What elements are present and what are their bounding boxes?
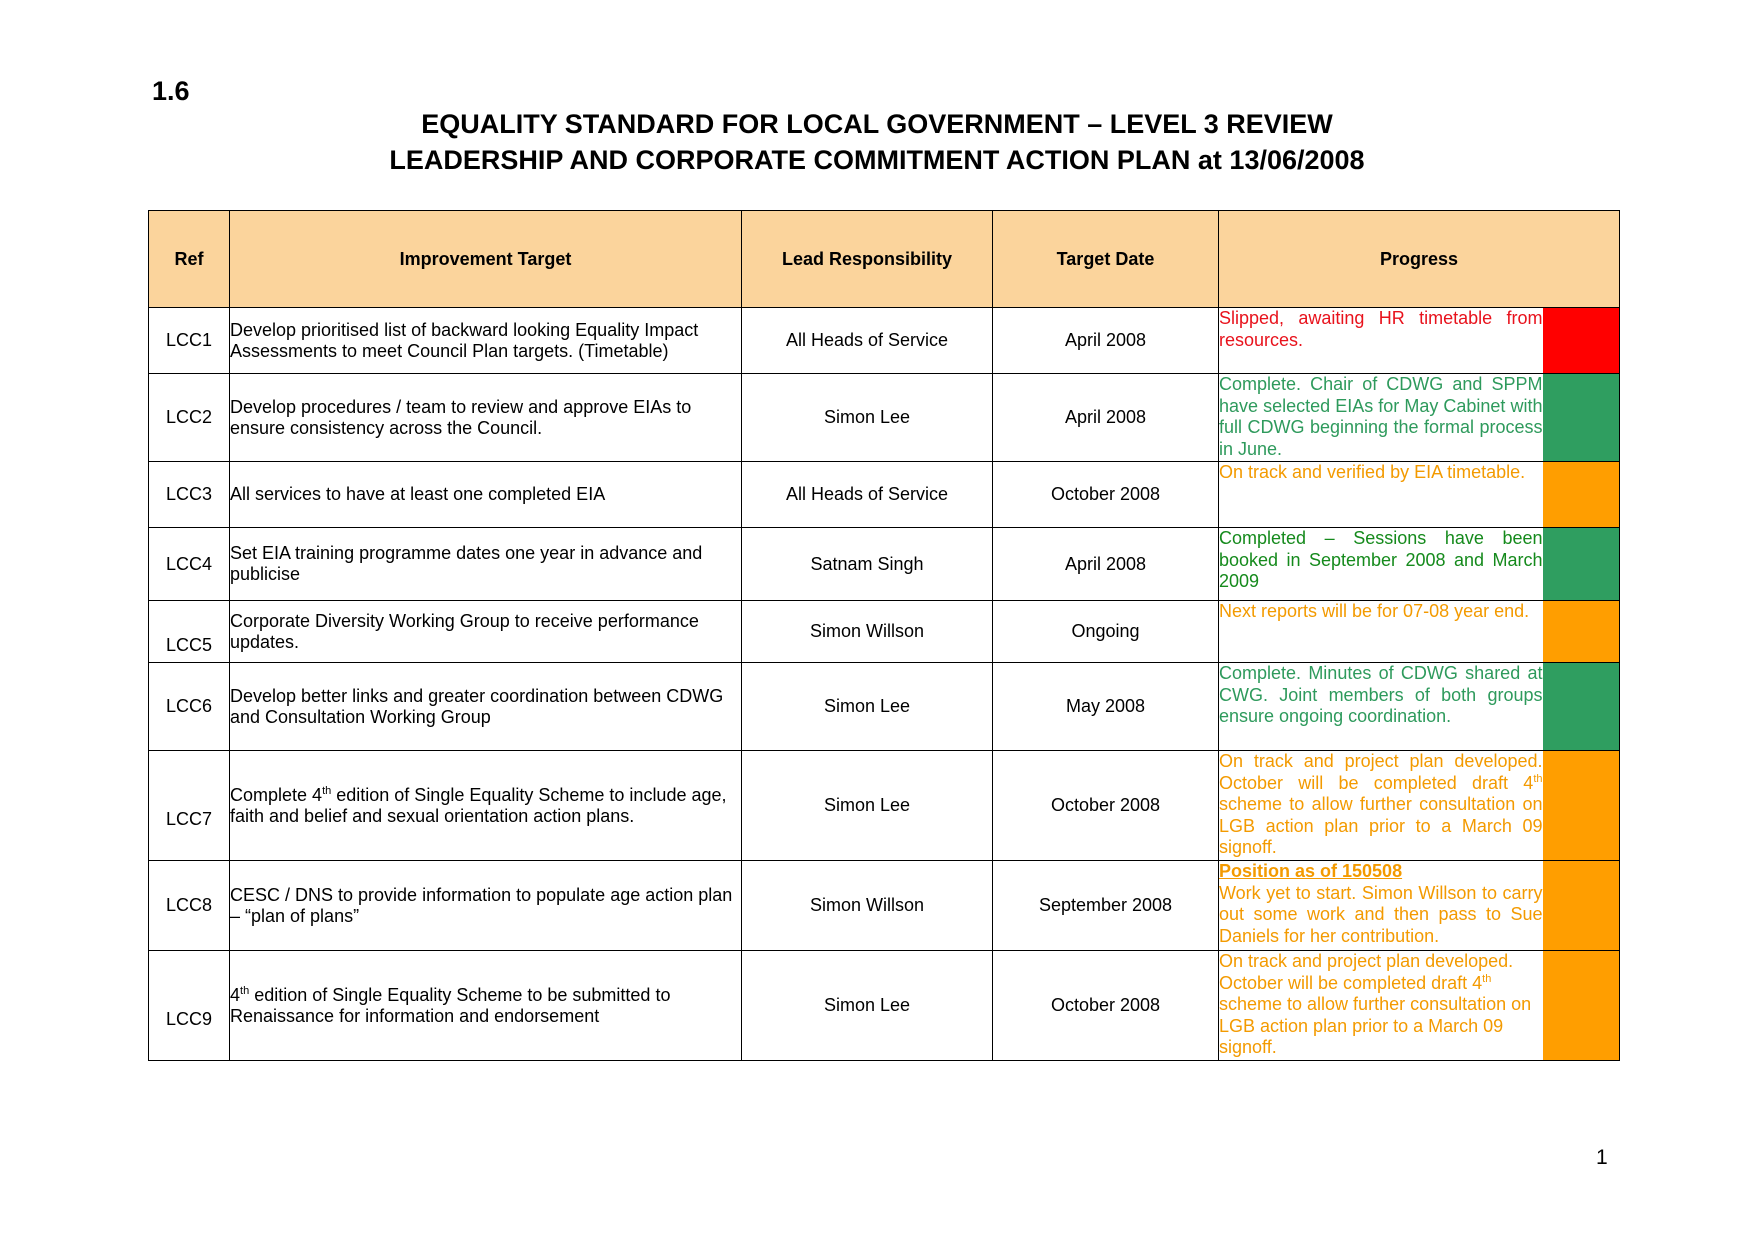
row-status-indicator bbox=[1543, 601, 1620, 663]
row-status-indicator bbox=[1543, 374, 1620, 462]
row-improvement-target: 4th edition of Single Equality Scheme to be submitted to Renaissance for information and endorsement bbox=[230, 951, 742, 1061]
header-improvement-target: Improvement Target bbox=[230, 211, 742, 308]
header-lead-responsibility: Lead Responsibility bbox=[742, 211, 993, 308]
row-lead-responsibility: All Heads of Service bbox=[742, 462, 993, 528]
row-progress: Slipped, awaiting HR timetable from resources. bbox=[1219, 308, 1543, 374]
table-row bbox=[149, 374, 1620, 462]
row-ref: LCC8 bbox=[149, 861, 230, 951]
row-lead-responsibility: Simon Willson bbox=[742, 601, 993, 663]
table-row bbox=[149, 601, 1620, 663]
row-improvement-target: Complete 4th edition of Single Equality Scheme to include age, faith and belief and sexual orientation action plans. bbox=[230, 751, 742, 861]
section-number: 1.6 bbox=[152, 76, 190, 106]
table-row bbox=[149, 308, 1620, 374]
row-ref: LCC3 bbox=[149, 462, 230, 528]
row-target-date: October 2008 bbox=[993, 462, 1219, 528]
row-progress: Complete. Chair of CDWG and SPPM have selected EIAs for May Cabinet with full CDWG beginning the formal process in June. bbox=[1219, 374, 1543, 462]
row-lead-responsibility: Simon Willson bbox=[742, 861, 993, 951]
row-progress: Complete. Minutes of CDWG shared at CWG. Joint members of both groups ensure ongoing coordination. bbox=[1219, 663, 1543, 751]
row-progress: On track and verified by EIA timetable. bbox=[1219, 462, 1543, 528]
row-lead-responsibility: All Heads of Service bbox=[742, 308, 993, 374]
page-number: 1 bbox=[1596, 1146, 1608, 1169]
row-improvement-target: Develop better links and greater coordination between CDWG and Consultation Working Group bbox=[230, 663, 742, 751]
table-row bbox=[149, 462, 1620, 528]
row-progress: Position as of 150508 Work yet to start. Simon Willson to carry out some work and then pass to Sue Daniels for her contribution. bbox=[1219, 861, 1543, 951]
row-target-date: May 2008 bbox=[993, 663, 1219, 751]
row-status-indicator bbox=[1543, 663, 1620, 751]
row-improvement-target: Set EIA training programme dates one year in advance and publicise bbox=[230, 528, 742, 601]
table-row bbox=[149, 528, 1620, 601]
row-target-date: October 2008 bbox=[993, 951, 1219, 1061]
row-progress: Completed – Sessions have been booked in September 2008 and March 2009 bbox=[1219, 528, 1543, 601]
row-target-date: Ongoing bbox=[993, 601, 1219, 663]
table-row bbox=[149, 861, 1620, 951]
row-ref: LCC9 bbox=[149, 951, 230, 1061]
row-progress: On track and project plan developed. October will be completed draft 4th scheme to allow further consultation on LGB action plan prior to a March 09 signoff. bbox=[1219, 751, 1543, 861]
row-improvement-target: CESC / DNS to provide information to populate age action plan – “plan of plans” bbox=[230, 861, 742, 951]
row-status-indicator bbox=[1543, 751, 1620, 861]
progress-heading: Position as of 150508 bbox=[1219, 861, 1403, 881]
row-ref: LCC1 bbox=[149, 308, 230, 374]
row-ref: LCC7 bbox=[149, 751, 230, 861]
row-improvement-target: Develop prioritised list of backward looking Equality Impact Assessments to meet Council Plan targets. (Timetable) bbox=[230, 308, 742, 374]
row-status-indicator bbox=[1543, 861, 1620, 951]
row-status-indicator bbox=[1543, 308, 1620, 374]
title-line-2: LEADERSHIP AND CORPORATE COMMITMENT ACTION PLAN at 13/06/2008 bbox=[389, 145, 1365, 175]
row-improvement-target: Corporate Diversity Working Group to receive performance updates. bbox=[230, 601, 742, 663]
row-lead-responsibility: Simon Lee bbox=[742, 374, 993, 462]
row-lead-responsibility: Satnam Singh bbox=[742, 528, 993, 601]
row-status-indicator bbox=[1543, 951, 1620, 1061]
table-header-row bbox=[149, 211, 1620, 308]
header-progress: Progress bbox=[1219, 211, 1620, 308]
row-lead-responsibility: Simon Lee bbox=[742, 663, 993, 751]
table-row bbox=[149, 751, 1620, 861]
table-row bbox=[149, 663, 1620, 751]
header-target-date: Target Date bbox=[993, 211, 1219, 308]
header-ref: Ref bbox=[149, 211, 230, 308]
row-target-date: April 2008 bbox=[993, 374, 1219, 462]
row-target-date: September 2008 bbox=[993, 861, 1219, 951]
row-status-indicator bbox=[1543, 462, 1620, 528]
row-target-date: April 2008 bbox=[993, 308, 1219, 374]
action-plan-table bbox=[148, 210, 1620, 1061]
title-line-1: EQUALITY STANDARD FOR LOCAL GOVERNMENT – LEVEL 3 REVIEW bbox=[421, 109, 1333, 139]
row-ref: LCC4 bbox=[149, 528, 230, 601]
row-progress: Next reports will be for 07-08 year end. bbox=[1219, 601, 1543, 663]
row-improvement-target: All services to have at least one completed EIA bbox=[230, 462, 742, 528]
row-ref: LCC5 bbox=[149, 601, 230, 663]
row-target-date: April 2008 bbox=[993, 528, 1219, 601]
row-ref: LCC6 bbox=[149, 663, 230, 751]
row-improvement-target: Develop procedures / team to review and approve EIAs to ensure consistency across the Council. bbox=[230, 374, 742, 462]
row-progress: On track and project plan developed. October will be completed draft 4th scheme to allow further consultation on LGB action plan prior to a March 09 signoff. bbox=[1219, 951, 1543, 1061]
row-target-date: October 2008 bbox=[993, 751, 1219, 861]
row-lead-responsibility: Simon Lee bbox=[742, 951, 993, 1061]
table-row bbox=[149, 951, 1620, 1061]
row-status-indicator bbox=[1543, 528, 1620, 601]
row-lead-responsibility: Simon Lee bbox=[742, 751, 993, 861]
document-title bbox=[0, 106, 1754, 178]
row-ref: LCC2 bbox=[149, 374, 230, 462]
